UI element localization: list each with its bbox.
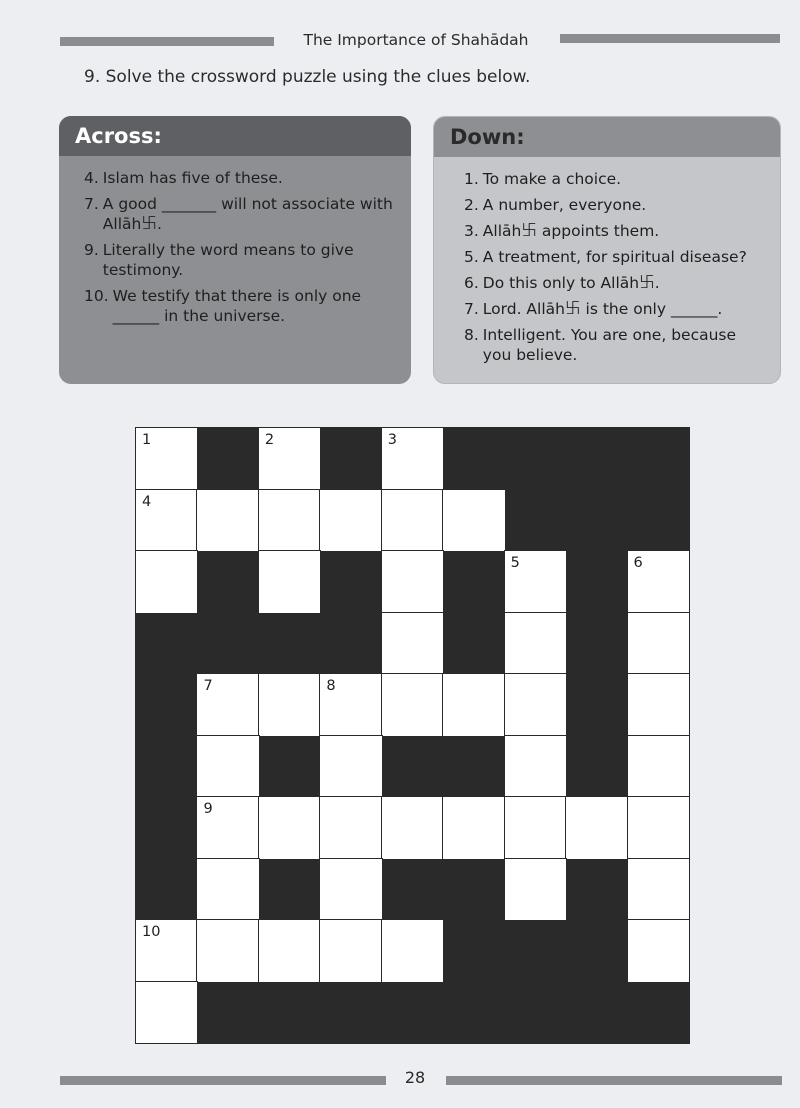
crossword-block bbox=[566, 674, 627, 736]
clue-number: 1. bbox=[464, 170, 479, 188]
clue-number: 7. bbox=[464, 300, 479, 318]
clue-number: 3. bbox=[464, 222, 479, 240]
crossword-cell[interactable] bbox=[628, 859, 689, 921]
crossword-cell[interactable] bbox=[259, 551, 320, 613]
clue-text: Literally the word means to give testimony. bbox=[102, 241, 354, 279]
crossword-cell[interactable] bbox=[382, 551, 443, 613]
across-clue bbox=[59, 168, 411, 188]
crossword-cell[interactable] bbox=[628, 736, 689, 798]
across-clues-box bbox=[59, 116, 411, 384]
clue-text: Lord. Allāh࿕ is the only ______. bbox=[482, 300, 723, 318]
crossword-cell[interactable] bbox=[136, 982, 197, 1044]
clue-number: 6. bbox=[464, 274, 479, 292]
crossword-block bbox=[628, 428, 689, 490]
crossword-block bbox=[320, 551, 381, 613]
crossword-block bbox=[505, 920, 566, 982]
crossword-block bbox=[197, 428, 258, 490]
crossword-block bbox=[197, 982, 258, 1044]
clue-number: 2. bbox=[464, 196, 479, 214]
crossword-block bbox=[443, 982, 504, 1044]
crossword-block bbox=[443, 736, 504, 798]
clue-text: Islam has five of these. bbox=[102, 169, 283, 187]
crossword-cell[interactable] bbox=[320, 674, 381, 736]
clue-cell-number: 3 bbox=[387, 432, 397, 448]
crossword-cell[interactable] bbox=[259, 920, 320, 982]
crossword-grid bbox=[135, 427, 690, 1044]
crossword-block bbox=[628, 490, 689, 552]
crossword-block bbox=[382, 736, 443, 798]
crossword-cell[interactable] bbox=[136, 428, 197, 490]
crossword-cell[interactable] bbox=[197, 797, 258, 859]
crossword-cell[interactable] bbox=[320, 920, 381, 982]
crossword-cell[interactable] bbox=[382, 920, 443, 982]
crossword-block bbox=[136, 674, 197, 736]
page-title: The Importance of Shahādah bbox=[303, 31, 529, 49]
crossword-block bbox=[566, 859, 627, 921]
clue-number: 5. bbox=[464, 248, 479, 266]
clue-text: Do this only to Allāh࿕. bbox=[482, 274, 660, 292]
down-clue bbox=[434, 195, 780, 215]
crossword-cell[interactable] bbox=[505, 674, 566, 736]
clue-cell-number: 2 bbox=[264, 432, 275, 448]
crossword-block bbox=[382, 982, 443, 1044]
crossword-cell[interactable] bbox=[259, 674, 320, 736]
crossword-block bbox=[197, 551, 258, 613]
down-clue bbox=[434, 299, 780, 319]
header-rule-right bbox=[560, 34, 780, 43]
crossword-block bbox=[382, 859, 443, 921]
crossword-cell[interactable] bbox=[136, 490, 197, 552]
header-rule-left bbox=[60, 37, 274, 46]
crossword-cell[interactable] bbox=[505, 551, 566, 613]
crossword-block bbox=[320, 613, 381, 675]
clue-text: A good _______ will not associate with Allāh࿕. bbox=[102, 195, 393, 233]
crossword-cell[interactable] bbox=[505, 859, 566, 921]
crossword-cell[interactable] bbox=[382, 490, 443, 552]
clue-text: A number, everyone. bbox=[482, 196, 647, 214]
crossword-cell[interactable] bbox=[259, 428, 320, 490]
down-clue bbox=[434, 325, 780, 365]
clue-text: We testify that there is only one ______ in the universe. bbox=[112, 287, 362, 325]
crossword-block bbox=[443, 613, 504, 675]
down-clue bbox=[434, 221, 780, 241]
crossword-block bbox=[259, 859, 320, 921]
clue-cell-number: 4 bbox=[142, 493, 152, 510]
crossword-cell[interactable] bbox=[382, 428, 443, 490]
crossword-cell[interactable] bbox=[320, 736, 381, 798]
crossword-cell[interactable] bbox=[628, 551, 689, 613]
crossword-cell[interactable] bbox=[320, 797, 381, 859]
clue-cell-number: 7 bbox=[203, 678, 213, 694]
clue-text: To make a choice. bbox=[482, 170, 622, 188]
crossword-cell[interactable] bbox=[443, 674, 504, 736]
crossword-block bbox=[259, 982, 320, 1044]
crossword-cell[interactable] bbox=[443, 797, 504, 859]
crossword-cell[interactable] bbox=[628, 613, 689, 675]
crossword-block bbox=[566, 613, 627, 675]
instruction-text: 9. Solve the crossword puzzle using the clues below. bbox=[84, 67, 531, 87]
across-clue bbox=[59, 240, 411, 280]
crossword-cell[interactable] bbox=[197, 859, 258, 921]
across-heading: Across: bbox=[59, 116, 411, 156]
crossword-block bbox=[443, 551, 504, 613]
crossword-cell[interactable] bbox=[628, 797, 689, 859]
down-clue bbox=[434, 247, 780, 267]
crossword-cell[interactable] bbox=[566, 797, 627, 859]
crossword-cell[interactable] bbox=[443, 490, 504, 552]
clue-cell-number: 10 bbox=[142, 924, 161, 940]
crossword-block bbox=[443, 920, 504, 982]
clue-number: 4. bbox=[84, 169, 99, 187]
crossword-block bbox=[505, 428, 566, 490]
crossword-block bbox=[443, 859, 504, 921]
crossword-block bbox=[443, 428, 504, 490]
down-clues-box bbox=[433, 116, 781, 384]
crossword-cell[interactable] bbox=[382, 613, 443, 675]
crossword-cell[interactable] bbox=[382, 797, 443, 859]
clue-cell-number: 5 bbox=[510, 555, 520, 571]
crossword-cell[interactable] bbox=[505, 613, 566, 675]
footer-rule-left bbox=[60, 1076, 386, 1085]
across-clue bbox=[59, 286, 411, 326]
footer-rule-right bbox=[446, 1076, 782, 1085]
crossword-block bbox=[505, 490, 566, 552]
crossword-block bbox=[566, 551, 627, 613]
crossword-block bbox=[566, 736, 627, 798]
crossword-block bbox=[566, 982, 627, 1044]
crossword-block bbox=[136, 613, 197, 675]
crossword-block bbox=[259, 736, 320, 798]
clue-cell-number: 6 bbox=[633, 555, 643, 571]
crossword-cell[interactable] bbox=[259, 797, 320, 859]
clue-number: 9. bbox=[84, 241, 99, 259]
crossword-cell[interactable] bbox=[136, 551, 197, 613]
crossword-cell[interactable] bbox=[197, 674, 258, 736]
across-clue-list bbox=[59, 156, 411, 326]
crossword-block bbox=[320, 428, 381, 490]
crossword-block bbox=[197, 613, 258, 675]
clue-cell-number: 8 bbox=[326, 678, 336, 694]
crossword-block bbox=[136, 859, 197, 921]
crossword-block bbox=[566, 428, 627, 490]
crossword-block bbox=[136, 797, 197, 859]
down-clue bbox=[434, 169, 780, 189]
clue-text: Intelligent. You are one, because you believe. bbox=[482, 326, 737, 364]
crossword-block bbox=[320, 982, 381, 1044]
clue-cell-number: 1 bbox=[142, 432, 152, 448]
crossword-cell[interactable] bbox=[505, 797, 566, 859]
clue-text: A treatment, for spiritual disease? bbox=[482, 248, 747, 266]
down-heading: Down: bbox=[434, 117, 780, 157]
crossword-cell[interactable] bbox=[505, 736, 566, 798]
crossword-block bbox=[566, 490, 627, 552]
down-clue-list bbox=[434, 157, 780, 365]
clue-number: 7. bbox=[84, 195, 99, 213]
clue-cell-number: 9 bbox=[203, 801, 213, 817]
crossword-cell[interactable] bbox=[628, 920, 689, 982]
crossword-cell[interactable] bbox=[320, 490, 381, 552]
crossword-block bbox=[566, 920, 627, 982]
crossword-cell[interactable] bbox=[382, 674, 443, 736]
across-clue bbox=[59, 194, 411, 234]
crossword-cell[interactable] bbox=[197, 490, 258, 552]
page-number: 28 bbox=[404, 1068, 426, 1087]
crossword-cell[interactable] bbox=[197, 920, 258, 982]
crossword-cell[interactable] bbox=[628, 674, 689, 736]
crossword-cell[interactable] bbox=[197, 736, 258, 798]
crossword-block bbox=[259, 613, 320, 675]
clue-number: 8. bbox=[464, 326, 479, 344]
crossword-cell[interactable] bbox=[136, 920, 197, 982]
down-clue bbox=[434, 273, 780, 293]
crossword-cell[interactable] bbox=[259, 490, 320, 552]
clue-number: 10. bbox=[84, 287, 109, 305]
clue-text: Allāh࿕ appoints them. bbox=[482, 222, 660, 240]
crossword-block bbox=[505, 982, 566, 1044]
crossword-cell[interactable] bbox=[320, 859, 381, 921]
crossword-block bbox=[628, 982, 689, 1044]
crossword-block bbox=[136, 736, 197, 798]
